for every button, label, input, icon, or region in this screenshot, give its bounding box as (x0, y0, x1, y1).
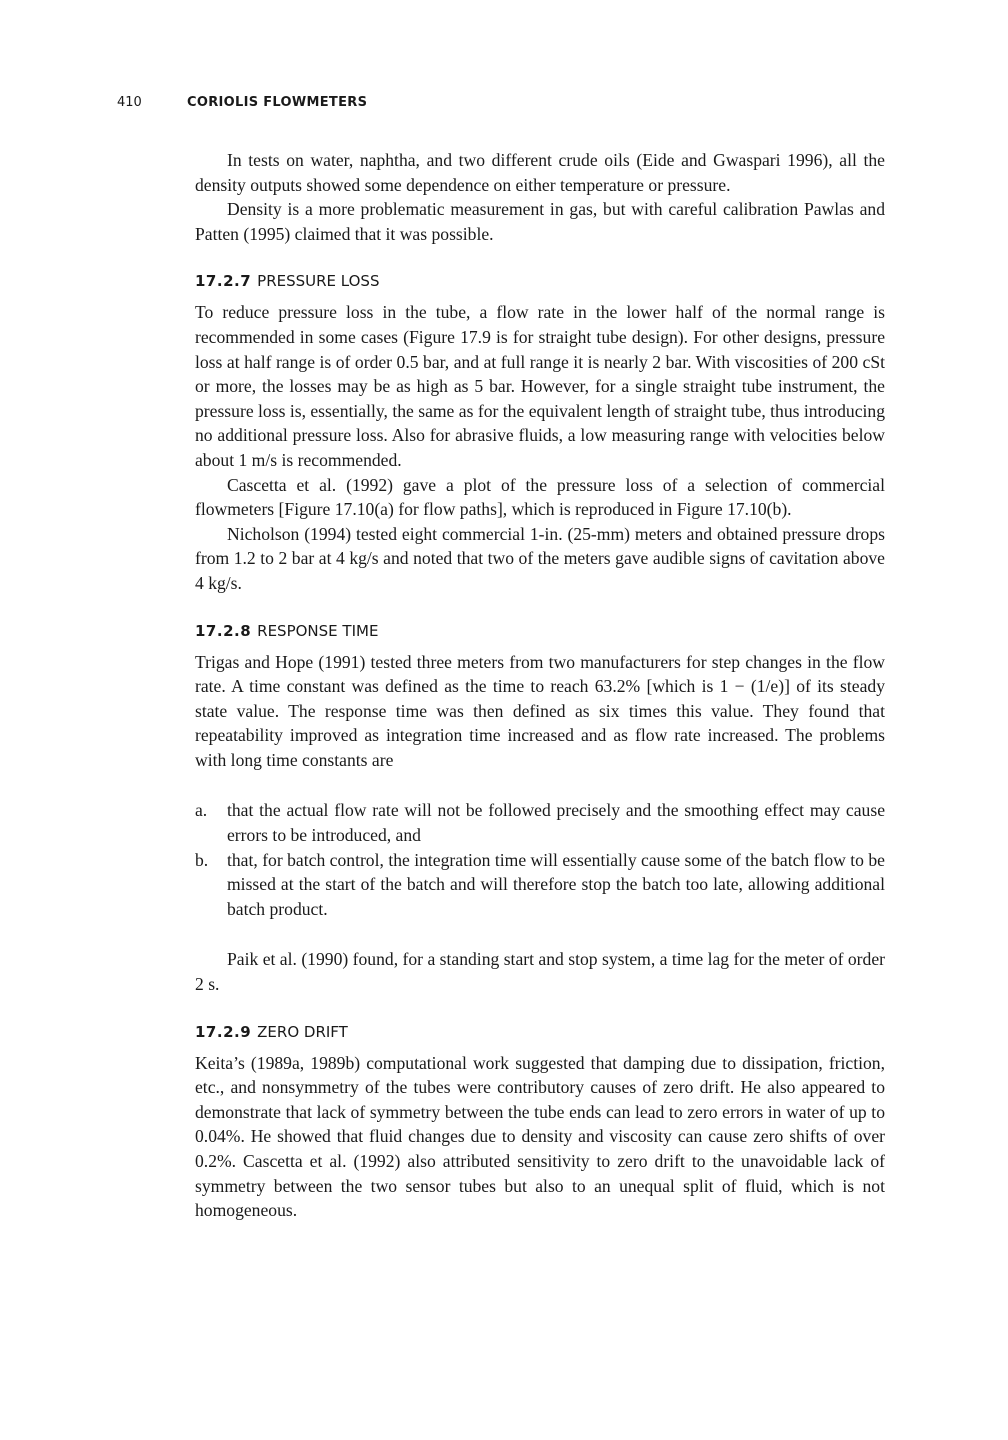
page-body (195, 148, 885, 1223)
section-title: RESPONSE TIME (257, 621, 379, 640)
section-title: ZERO DRIFT (257, 1022, 348, 1041)
page-number: 410 (117, 95, 142, 110)
list-item (195, 798, 885, 847)
problem-list (195, 798, 885, 921)
paragraph: In tests on water, naphtha, and two different crude oils (Eide and Gwaspari 1996), all the density outputs showed some dependence on either temperature or pressure. (195, 150, 885, 195)
section-number: 17.2.8 (195, 621, 252, 640)
section-number: 17.2.7 (195, 272, 252, 291)
paragraph: Nicholson (1994) tested eight commercial 1-in. (25-mm) meters and obtained pressure drops from 1.2 to 2 bar at 4 kg/s and noted that two of the meters gave audible signs of cavitation above 4 kg/s. (195, 523, 885, 593)
running-head (117, 95, 367, 110)
list-item-text: that, for batch control, the integration time will essentially cause some of the batch flow to be missed at the start of the batch and will therefore stop the batch too late, allowing additional batch product. (227, 849, 885, 919)
paragraph: Density is a more problematic measurement in gas, but with careful calibration Pawlas and Patten (1995) claimed that it was possible. (195, 199, 885, 244)
section-heading-pressure-loss (195, 270, 885, 292)
paragraph: Keita’s (1989a, 1989b) computational work suggested that damping due to dissipation, friction, etc., and nonsymmetry of the tubes were contributory causes of zero drift. He also appeared to demonstrate that lack of symmetry between the tube ends can lead to zero errors in water of up to 0.04%. He showed that fluid changes due to density and viscosity can cause zero shifts of over 0.2%. Cascetta et al. (1992) also attributed sensitivity to zero drift to the unavoidable lack of symmetry between the two sensor tubes but also to an unequal split of fluid, which is not homogeneous. (195, 1052, 885, 1221)
running-title: CORIOLIS FLOWMETERS (187, 95, 368, 110)
list-item (195, 848, 885, 922)
section-heading-response-time (195, 620, 885, 642)
section-heading-zero-drift (195, 1021, 885, 1043)
paragraph: Cascetta et al. (1992) gave a plot of the pressure loss of a selection of commercial flowmeters [Figure 17.10(a) for flow paths], which is reproduced in Figure 17.10(b). (195, 474, 885, 520)
paragraph: Trigas and Hope (1991) tested three meters from two manufacturers for step changes in the flow rate. A time constant was defined as the time to reach 63.2% [which is 1 − (1/e)] of its steady state value. The response time was then defined as six times this value. They found that repeatability improved as integration time increased and as flow rate increased. The problems with long time constants are (195, 651, 885, 770)
list-marker: a. (195, 800, 208, 821)
list-item-text: that the actual flow rate will not be followed precisely and the smoothing effect may cause errors to be introduced, and (227, 800, 885, 846)
paragraph: Paik et al. (1990) found, for a standing start and stop system, a time lag for the meter of order 2 s. (195, 949, 885, 995)
paragraph: To reduce pressure loss in the tube, a flow rate in the lower half of the normal range is recommended in some cases (Figure 17.9 is for straight tube design). For other designs, pressure loss at half range is of order 0.5 bar, and at full range it is nearly 2 bar. With viscosities of 200 cSt or more, the losses may be as high as 5 bar. However, for a single straight tube instrument, the pressure loss is, essentially, the same as for the equivalent length of straight tube, thus introducing no additional pressure loss. Also for abrasive fluids, a low measuring range with velocities below about 1 m/s is recommended. (195, 302, 885, 470)
section-title: PRESSURE LOSS (257, 272, 380, 291)
list-marker: b. (195, 849, 209, 870)
section-number: 17.2.9 (195, 1022, 252, 1041)
